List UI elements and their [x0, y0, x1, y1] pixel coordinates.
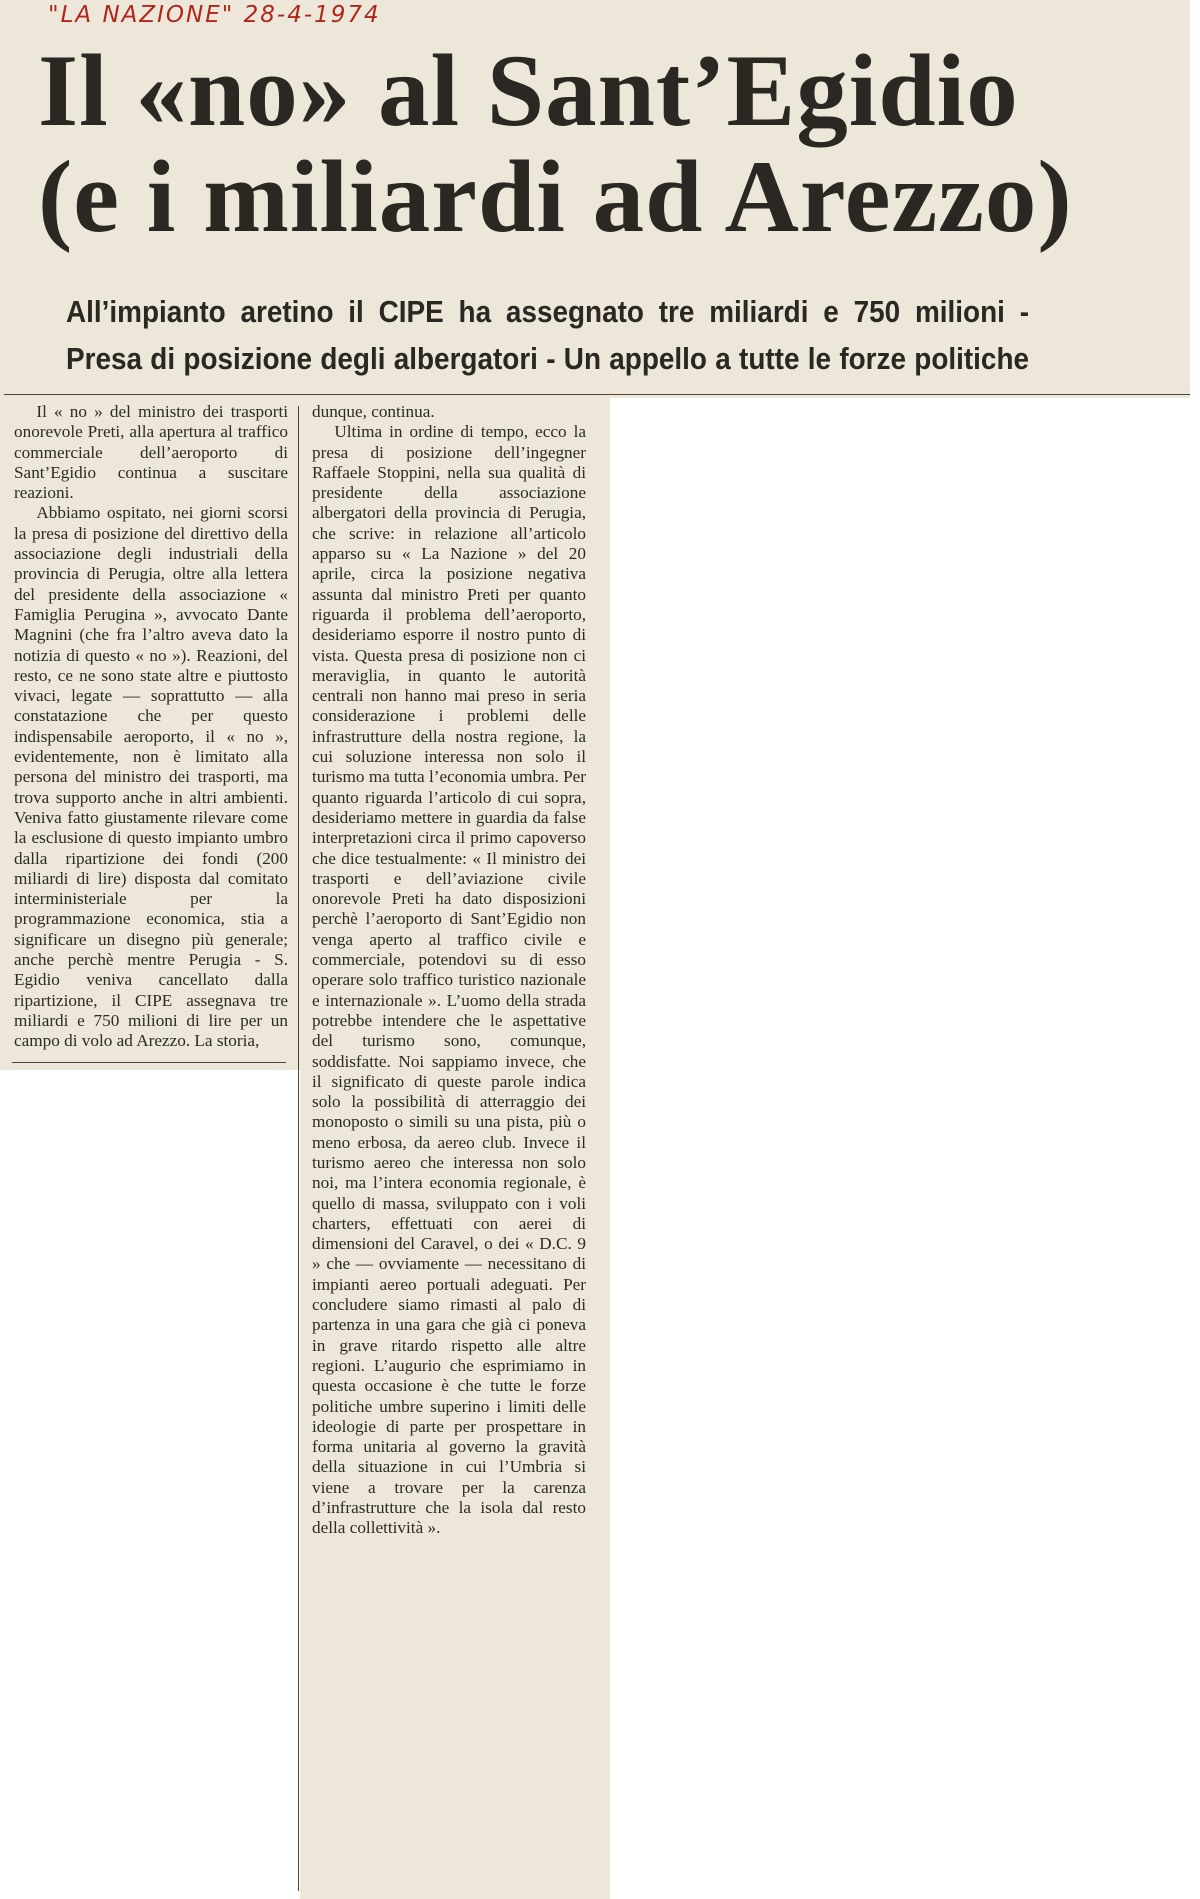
left-column-end-rule	[12, 1062, 286, 1063]
handwritten-source-note: "LA NAZIONE" 28-4-1974	[48, 2, 381, 28]
column-divider	[298, 406, 299, 1891]
subheadline: All’impianto aretino il CIPE ha assegnato tre miliardi e 750 milioni - Presa di posizione degli albergatori - Un appello a tutte le forze politiche	[66, 294, 1029, 376]
headline-line-1: Il «no» al Sant’Egidio	[38, 34, 1019, 148]
headline-line-2: (e i miliardi ad Arezzo)	[38, 140, 1073, 254]
article-column-right	[312, 402, 586, 1539]
paragraph-2: Abbiamo ospitato, nei giorni scorsi la presa di posizione del direttivo della associazione degli industriali della provincia di Perugia, oltre alla lettera del presidente della associazione « Famiglia Perugina », avvocato Dante Magnini (che fra l’altro aveva dato la notizia di questo « no »). Reazioni, del resto, ce ne sono state altre e piuttosto vivaci, legate — soprattutto — alla constatazione che per questo indispensabile aeroporto, il « no », evidentemente, non è limitato alla persona del ministro dei trasporti, ma trova supporto anche in altri ambienti. Veniva fatto giustamente rilevare come la esclusione di questo impianto umbro dalla ripartizione dei fondi (200 miliardi di lire) disposta dal comitato interministeriale per la programmazione economica, stia a significare un disegno più generale; anche perchè mentre Perugia - S. Egidio veniva cancellato dalla ripartizione, il CIPE assegnava tre miliardi e 750 milioni di lire per un campo di volo ad Arezzo. La storia,	[14, 503, 288, 1051]
paragraph-1: Il « no » del ministro dei trasporti onorevole Preti, alla apertura al traffico commerciale dell’aeroporto di Sant’Egidio continua a suscitare reazioni.	[14, 402, 288, 503]
paragraph-2-continued: dunque, continua.	[312, 402, 435, 421]
header-divider	[4, 394, 1190, 395]
paragraph-3: Ultima in ordine di tempo, ecco la presa di posizione dell’ingegner Raffaele Stoppini, nella sua qualità di presidente della associazione albergatori della provincia di Perugia, che scrive: in relazione all’articolo apparso su « La Nazione » del 20 aprile, circa la posizione negativa assunta dal ministro Preti per quanto riguarda il problema dell’aeroporto, desideriamo esporre il nostro punto di vista. Questa presa di posizione non ci meraviglia, in quanto le autorità centrali non hanno mai preso in seria considerazione i problemi delle infrastrutture della nostra regione, la cui soluzione interessa non solo il turismo ma tutta l’economia umbra. Per quanto riguarda l’articolo di cui sopra, desideriamo mettere in guardia da false interpretazioni circa il primo capoverso che dice testualmente: « Il ministro dei trasporti e dell’aviazione civile onorevole Preti ha dato disposizioni perchè l’aeroporto di Sant’Egidio non venga aperto al traffico civile e commerciale, potendovi su di esso operare solo traffico turistico nazionale e internazionale ». L’uomo della strada potrebbe intendere che le aspettative del turismo sono, comunque, soddisfatte. Noi sappiamo invece, che il significato di queste parole indica solo la possibilità di atterraggio dei monoposto o simili su una pista, più o meno erbosa, da aereo club. Invece il turismo aereo che interessa non solo noi, ma l’intera economia regionale, è quello di massa, sviluppato con i voli charters, effettuati con aerei di dimensioni del Caravel, o dei « D.C. 9 » che — ovviamente — necessitano di impianti aereo portuali adeguati. Per concludere siamo rimasti al palo di partenza in una gara che già ci poneva in grave ritardo rispetto alle altre regioni. L’augurio che esprimiamo in questa occasione è che tutte le forze politiche umbre superino i limiti delle ideologie di parte per prospettare in forma unitaria al governo la gravità della situazione in cui l’Umbria si viene a trovare per la carenza d’infrastrutture che la isola dal resto della collettività ».	[312, 422, 586, 1538]
headline	[38, 34, 1168, 254]
article-column-left	[14, 402, 288, 1052]
